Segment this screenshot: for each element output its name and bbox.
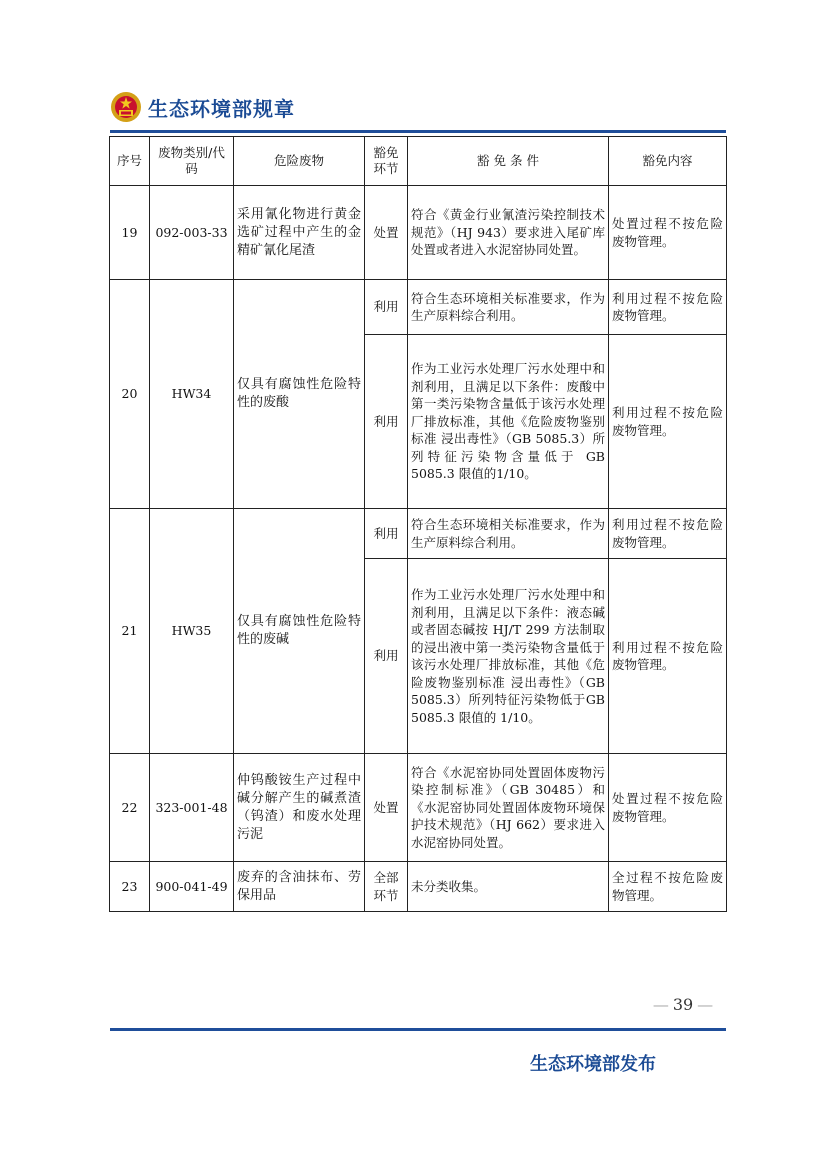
national-emblem-icon	[110, 91, 142, 123]
footer-divider	[110, 1028, 726, 1031]
exemption-condition: 符合《水泥窑协同处置固体废物污染控制标准》（GB 30485）和《水泥窑协同处置固体废物环境保护技术规范》（HJ 662）要求进入水泥窑协同处置。	[408, 754, 609, 862]
table-row	[110, 754, 727, 862]
exemption-condition: 符合生态环境相关标准要求，作为生产原料综合利用。	[408, 280, 609, 335]
waste-name: 仲钨酸铵生产过程中碱分解产生的碱煮渣（钨渣）和废水处理污泥	[234, 754, 365, 862]
exemption-stage: 处置	[365, 754, 408, 862]
waste-code: 900-041-49	[150, 862, 234, 912]
exemption-stage: 利用	[365, 280, 408, 335]
exemption-stage: 利用	[365, 509, 408, 559]
waste-name: 仅具有腐蚀性危险特性的废碱	[234, 509, 365, 754]
column-header-content: 豁免内容	[609, 137, 727, 186]
row-number: 23	[110, 862, 150, 912]
exemption-table	[109, 136, 727, 912]
exemption-stage: 全部环节	[365, 862, 408, 912]
exemption-content: 利用过程不按危险废物管理。	[609, 280, 727, 335]
table-header-row	[110, 137, 727, 186]
exemption-condition: 作为工业污水处理厂污水处理中和剂利用，且满足以下条件：废酸中第一类污染物含量低于该污水处理厂排放标准，其他《危险废物鉴别标准 浸出毒性》（GB 5085.3）所列特征污染物含量低于 GB 5085.3 限值的1/10。	[408, 335, 609, 509]
column-header-code: 废物类别/代码	[150, 137, 234, 186]
row-number: 21	[110, 509, 150, 754]
table-row	[110, 186, 727, 280]
table-row	[110, 509, 727, 559]
column-header-stage: 豁免环节	[365, 137, 408, 186]
row-number: 19	[110, 186, 150, 280]
waste-name: 采用氰化物进行黄金选矿过程中产生的金精矿氰化尾渣	[234, 186, 365, 280]
waste-code: HW35	[150, 509, 234, 754]
column-header-condition: 豁 免 条 件	[408, 137, 609, 186]
exemption-condition: 作为工业污水处理厂污水处理中和剂利用，且满足以下条件：液态碱或者固态碱按 HJ/T 299 方法制取的浸出液中第一类污染物含量低于该污水处理厂排放标准，其他《危险废物鉴别标准 浸出毒性》（GB 5085.3）所列特征污染物低于GB 5085.3 限值的 1/10。	[408, 559, 609, 754]
exemption-content: 利用过程不按危险废物管理。	[609, 335, 727, 509]
row-number: 22	[110, 754, 150, 862]
page-number-dash-left: —	[652, 995, 669, 1014]
waste-name: 仅具有腐蚀性危险特性的废酸	[234, 280, 365, 509]
waste-code: HW34	[150, 280, 234, 509]
waste-code: 092-003-33	[150, 186, 234, 280]
page-number-value: 39	[672, 995, 694, 1014]
waste-code: 323-001-48	[150, 754, 234, 862]
exemption-stage: 利用	[365, 335, 408, 509]
exemption-stage: 处置	[365, 186, 408, 280]
exemption-stage: 利用	[365, 559, 408, 754]
waste-name: 废弃的含油抹布、劳保用品	[234, 862, 365, 912]
exemption-content: 利用过程不按危险废物管理。	[609, 509, 727, 559]
header-divider	[110, 130, 726, 133]
exemption-condition: 未分类收集。	[408, 862, 609, 912]
page-number	[640, 995, 726, 1014]
column-header-no: 序号	[110, 137, 150, 186]
row-number: 20	[110, 280, 150, 509]
exemption-content: 处置过程不按危险废物管理。	[609, 186, 727, 280]
exemption-condition: 符合《黄金行业氰渣污染控制技术规范》（HJ 943）要求进入尾矿库处置或者进入水泥窑协同处置。	[408, 186, 609, 280]
footer-publisher: 生态环境部发布	[530, 1054, 656, 1075]
page-header	[110, 88, 295, 126]
exemption-content: 利用过程不按危险废物管理。	[609, 559, 727, 754]
table-row	[110, 280, 727, 335]
column-header-waste: 危险废物	[234, 137, 365, 186]
table-row	[110, 862, 727, 912]
exemption-content: 处置过程不按危险废物管理。	[609, 754, 727, 862]
header-title: 生态环境部规章	[148, 96, 295, 121]
page-number-dash-right: —	[697, 995, 714, 1014]
exemption-condition: 符合生态环境相关标准要求，作为生产原料综合利用。	[408, 509, 609, 559]
exemption-content: 全过程不按危险废物管理。	[609, 862, 727, 912]
